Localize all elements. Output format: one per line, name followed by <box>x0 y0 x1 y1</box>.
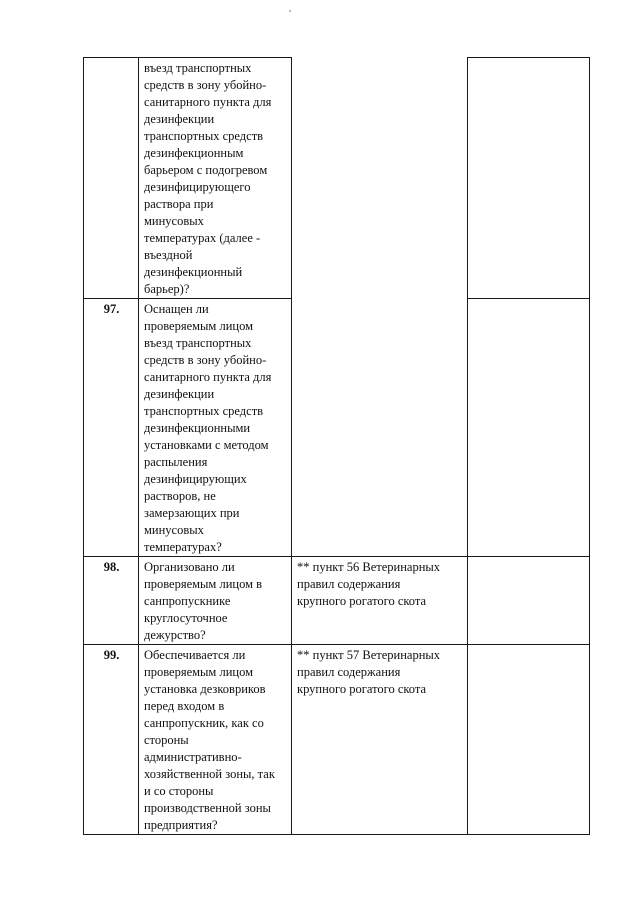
question-text: въезд транспортных средств в зону убойно- санитарного пункта для дезинфекции транспортных средств дезинфекционным барьером с подогревом дезинфицирующего раствора при минусовых температурах (далее - въездной дезинфекционный барьер)? <box>144 61 272 296</box>
table-row <box>84 645 590 835</box>
note-cell <box>468 645 590 835</box>
table-row <box>84 58 590 299</box>
question-cell <box>139 58 292 299</box>
note-cell <box>468 299 590 557</box>
table-row <box>84 299 590 557</box>
note-cell <box>468 557 590 645</box>
note-cell <box>468 58 590 299</box>
row-number <box>84 58 139 299</box>
reference-text: ** пункт 56 Ветеринарных правил содержания крупного рогатого скота <box>297 560 441 608</box>
row-number: 98. <box>84 557 139 645</box>
reference-cell <box>292 299 468 557</box>
reference-cell <box>292 557 468 645</box>
inspection-checklist-table <box>83 57 590 835</box>
scan-speck <box>289 10 291 12</box>
question-cell <box>139 645 292 835</box>
question-cell <box>139 557 292 645</box>
row-number: 97. <box>84 299 139 557</box>
question-text: Организовано ли проверяемым лицом в санпропускнике круглосуточное дежурство? <box>144 560 263 642</box>
reference-text: ** пункт 57 Ветеринарных правил содержания крупного рогатого скота <box>297 648 441 696</box>
question-text: Оснащен ли проверяемым лицом въезд транспортных средств в зону убойно- санитарного пункта для дезинфекции транспортных средств дезинфекционными установками с методом распыления дезинфицирующих растворов, не замерзающих при минусовых температурах? <box>144 302 272 554</box>
row-number: 99. <box>84 645 139 835</box>
table-row <box>84 557 590 645</box>
question-text: Обеспечивается ли проверяемым лицом установка дезковриков перед входом в санпропускник, как со стороны административно- хозяйственной зоны, так и со стороны производственной зоны предприятия? <box>144 648 275 832</box>
question-cell <box>139 299 292 557</box>
reference-cell <box>292 645 468 835</box>
reference-cell <box>292 58 468 299</box>
